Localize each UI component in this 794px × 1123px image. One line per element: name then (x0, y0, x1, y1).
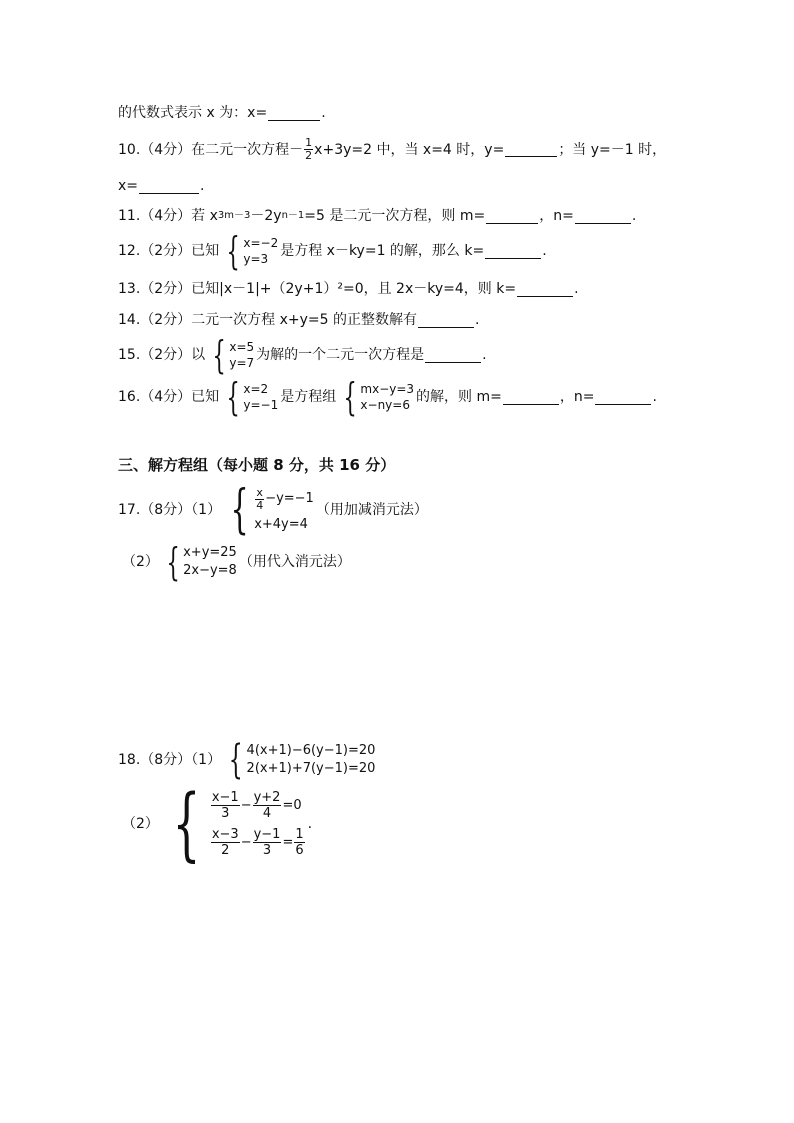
question-11 (118, 207, 636, 225)
exponent: n－1 (281, 210, 305, 221)
text: （2） (122, 816, 159, 832)
text: . (652, 389, 657, 405)
text: ，n= (559, 389, 595, 405)
question-15 (118, 333, 487, 377)
answer-blank[interactable] (517, 282, 573, 297)
text: （2） (122, 554, 159, 570)
answer-blank[interactable] (505, 142, 557, 157)
system-row: mx−y=3 (360, 382, 415, 396)
text: = (282, 834, 294, 850)
system-row (210, 827, 306, 858)
numerator: y+2 (253, 790, 281, 805)
numerator: y−1 (253, 827, 281, 842)
text: 是方程 x－ky=1 的解，那么 k= (280, 243, 485, 259)
text: －2y (250, 208, 282, 224)
denominator: 2 (221, 843, 230, 858)
question-17-part-1 (118, 480, 428, 540)
text: 18.（8分）（1） (118, 752, 222, 768)
system-row: x=−2 (243, 236, 279, 250)
text: ；当 y=－1 时， (558, 141, 667, 158)
fraction (304, 137, 313, 162)
text: − (240, 834, 252, 850)
system-row: y=−1 (243, 398, 279, 412)
answer-blank[interactable] (486, 209, 538, 224)
question-13 (118, 280, 579, 298)
answer-blank[interactable] (595, 390, 651, 405)
system-row: 2(x+1)+7(y−1)=20 (246, 761, 376, 776)
exponent: 3m－3 (217, 210, 251, 221)
text: =5 是二元一次方程，则 m= (304, 208, 486, 224)
text: . (631, 208, 637, 224)
fraction (211, 827, 240, 858)
system-rows (360, 381, 414, 413)
equation-system (221, 375, 279, 419)
text: （用代入消元法） (238, 554, 351, 570)
question-16 (118, 375, 657, 419)
question-17-part-2 (122, 540, 351, 584)
left-brace: { (343, 375, 357, 419)
system-row: 2x−y=8 (183, 563, 237, 578)
text: 10.（4分）在二元一次方程－ (118, 141, 304, 158)
left-brace: { (212, 333, 226, 377)
text: . (321, 105, 326, 121)
fraction (253, 790, 282, 821)
text: =0 (282, 797, 302, 813)
numerator: x (256, 485, 263, 499)
text: 12.（2分）已知 (118, 243, 220, 259)
system-row: y=3 (243, 252, 269, 266)
text: . (475, 312, 480, 328)
system-row: x+y=25 (183, 545, 237, 560)
text: − (240, 797, 252, 813)
system-row (254, 487, 314, 512)
answer-blank[interactable] (139, 179, 199, 194)
text: 的代数式表示 x 为：x= (118, 105, 268, 121)
text: −y=−1 (265, 491, 314, 506)
text: 14.（2分）二元一次方程 x+y=5 的正整数解有 (118, 312, 418, 328)
text: . (574, 281, 579, 297)
fraction (211, 790, 240, 821)
text: 16.（4分）已知 (118, 389, 220, 405)
question-10 (118, 137, 666, 162)
question-18-part-1 (118, 737, 377, 783)
system-row: 4(x+1)−6(y−1)=20 (246, 743, 376, 758)
text: x+3y=2 中，当 x=4 时，y= (314, 141, 505, 158)
question-10-cont (118, 177, 204, 195)
text: x= (118, 178, 139, 194)
system-row: x−ny=6 (360, 398, 410, 412)
text: . (307, 816, 313, 832)
denominator: 2 (305, 149, 313, 162)
fraction (255, 487, 264, 512)
text: . (542, 243, 547, 259)
equation-system (338, 375, 415, 419)
left-brace: { (230, 480, 249, 540)
line-continuation (118, 104, 326, 122)
system-row (210, 790, 306, 821)
system-rows (210, 790, 306, 858)
system-row: x=5 (229, 340, 255, 354)
text: . (200, 178, 205, 194)
equation-system (161, 777, 306, 870)
system-rows (243, 235, 278, 267)
system-row: x+4y=4 (254, 516, 308, 532)
left-brace: { (166, 540, 180, 584)
equation-system (221, 229, 279, 273)
text: 的解，则 m= (416, 389, 502, 405)
equation-system (223, 480, 314, 540)
system-rows (183, 544, 237, 580)
answer-blank[interactable] (425, 348, 481, 363)
equation-system (161, 540, 237, 584)
system-rows (243, 381, 278, 413)
system-rows (229, 339, 254, 371)
denominator: 3 (221, 806, 230, 821)
left-brace: { (226, 229, 240, 273)
answer-blank[interactable] (503, 390, 559, 405)
text: 是方程组 (280, 389, 337, 405)
system-rows (254, 487, 314, 534)
fraction (294, 827, 304, 858)
answer-blank[interactable] (485, 244, 541, 259)
text: 13.（2分）已知|x－1|+（2y+1）²=0，且 2x－ky=4，则 k= (118, 281, 517, 297)
numerator: x−3 (211, 827, 239, 842)
text: 为解的一个二元一次方程是 (256, 347, 425, 363)
text: . (482, 347, 487, 363)
numerator: 1 (295, 827, 304, 842)
left-brace: { (172, 777, 201, 870)
numerator: 1 (305, 136, 313, 149)
question-12 (118, 229, 547, 273)
fraction (253, 827, 282, 858)
section-heading: 三、解方程组（每小题 8 分，共 16 分） (118, 456, 396, 474)
denominator: 4 (256, 498, 264, 512)
system-row: y=7 (229, 356, 255, 370)
question-14 (118, 311, 479, 329)
answer-blank[interactable] (268, 106, 320, 121)
system-rows (247, 742, 376, 778)
answer-blank[interactable] (575, 209, 631, 224)
left-brace: { (228, 737, 243, 783)
denominator: 4 (262, 806, 272, 821)
text: 11.（4分）若 x (118, 208, 218, 224)
text: （用加减消元法） (315, 502, 428, 518)
question-18-part-2 (122, 777, 313, 870)
numerator: x−1 (211, 790, 239, 805)
equation-system (223, 737, 376, 783)
equation-system (207, 333, 255, 377)
text: 17.（8分）（1） (118, 502, 222, 518)
denominator: 3 (262, 843, 272, 858)
answer-blank[interactable] (418, 313, 474, 328)
text: ，n= (539, 208, 574, 224)
system-row: x=2 (243, 382, 269, 396)
text: 15.（2分）以 (118, 347, 206, 363)
denominator: 6 (295, 843, 304, 858)
left-brace: { (226, 375, 240, 419)
